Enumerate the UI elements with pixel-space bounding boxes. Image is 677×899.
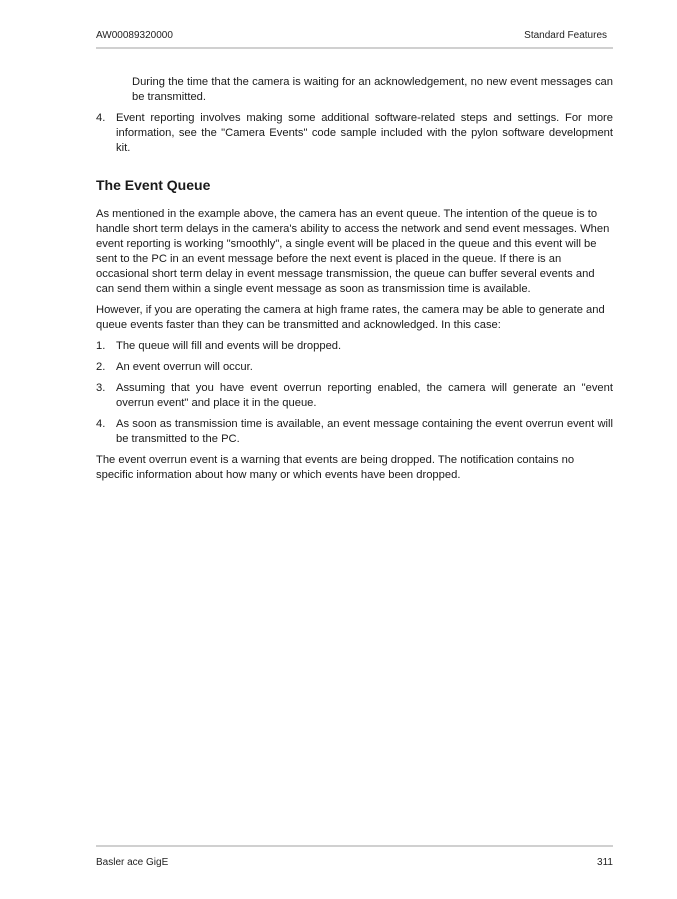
paragraph: However, if you are operating the camera at high frame rates, the camera may be able to generate and queue events faster than they can be transmitted and acknowledged. In this case: — [96, 304, 605, 331]
section-name: Standard Features — [524, 30, 607, 41]
list-item — [96, 111, 613, 156]
page-number: 311 — [597, 857, 613, 868]
list-text: Assuming that you have event overrun reporting enabled, the camera will generate an "event overrun event" and place it in the queue. — [116, 382, 613, 409]
continued-paragraph: During the time that the camera is waiting for an acknowledgement, no new event messages can be transmitted. — [132, 76, 613, 103]
list-text: As soon as transmission time is available, an event message containing the event overrun event will be transmitted to the PC. — [116, 418, 613, 445]
paragraph: As mentioned in the example above, the camera has an event queue. The intention of the queue is to handle short term delays in the camera's ability to access the network and send event messages. When event reporting is working "smoothly", a single event will be placed in the queue and this event will be sent to the PC in an event message before the next event is placed in the queue. If there is an occasional short term delay in event message transmission, the queue can buffer several events and can send them within a single event message as soon as transmission time is available. — [96, 208, 610, 295]
section-heading: The Event Queue — [96, 177, 211, 193]
list-item — [96, 339, 613, 354]
list-number: 4. — [96, 418, 106, 430]
list-text: The queue will fill and events will be dropped. — [116, 340, 342, 352]
list-item — [96, 360, 613, 375]
paragraph: The event overrun event is a warning that events are being dropped. The notification contains no specific information about how many or which events have been dropped. — [96, 454, 575, 481]
list-number: 2. — [96, 361, 106, 373]
list-item — [96, 417, 613, 447]
list-number: 1. — [96, 340, 106, 352]
header-divider — [96, 47, 613, 49]
list-number: 4. — [96, 112, 106, 124]
list-number: 3. — [96, 382, 106, 394]
product-name: Basler ace GigE — [96, 857, 169, 868]
list-item — [96, 381, 613, 411]
list-text: Event reporting involves making some additional software-related steps and settings. For more information, see the "Camera Events" code sample included with the pylon software development kit. — [116, 112, 613, 154]
page-header — [96, 30, 607, 44]
footer-divider — [96, 845, 613, 847]
document-id: AW00089320000 — [96, 30, 173, 41]
list-text: An event overrun will occur. — [116, 361, 253, 373]
page-content — [96, 75, 613, 489]
page-footer — [96, 857, 613, 868]
